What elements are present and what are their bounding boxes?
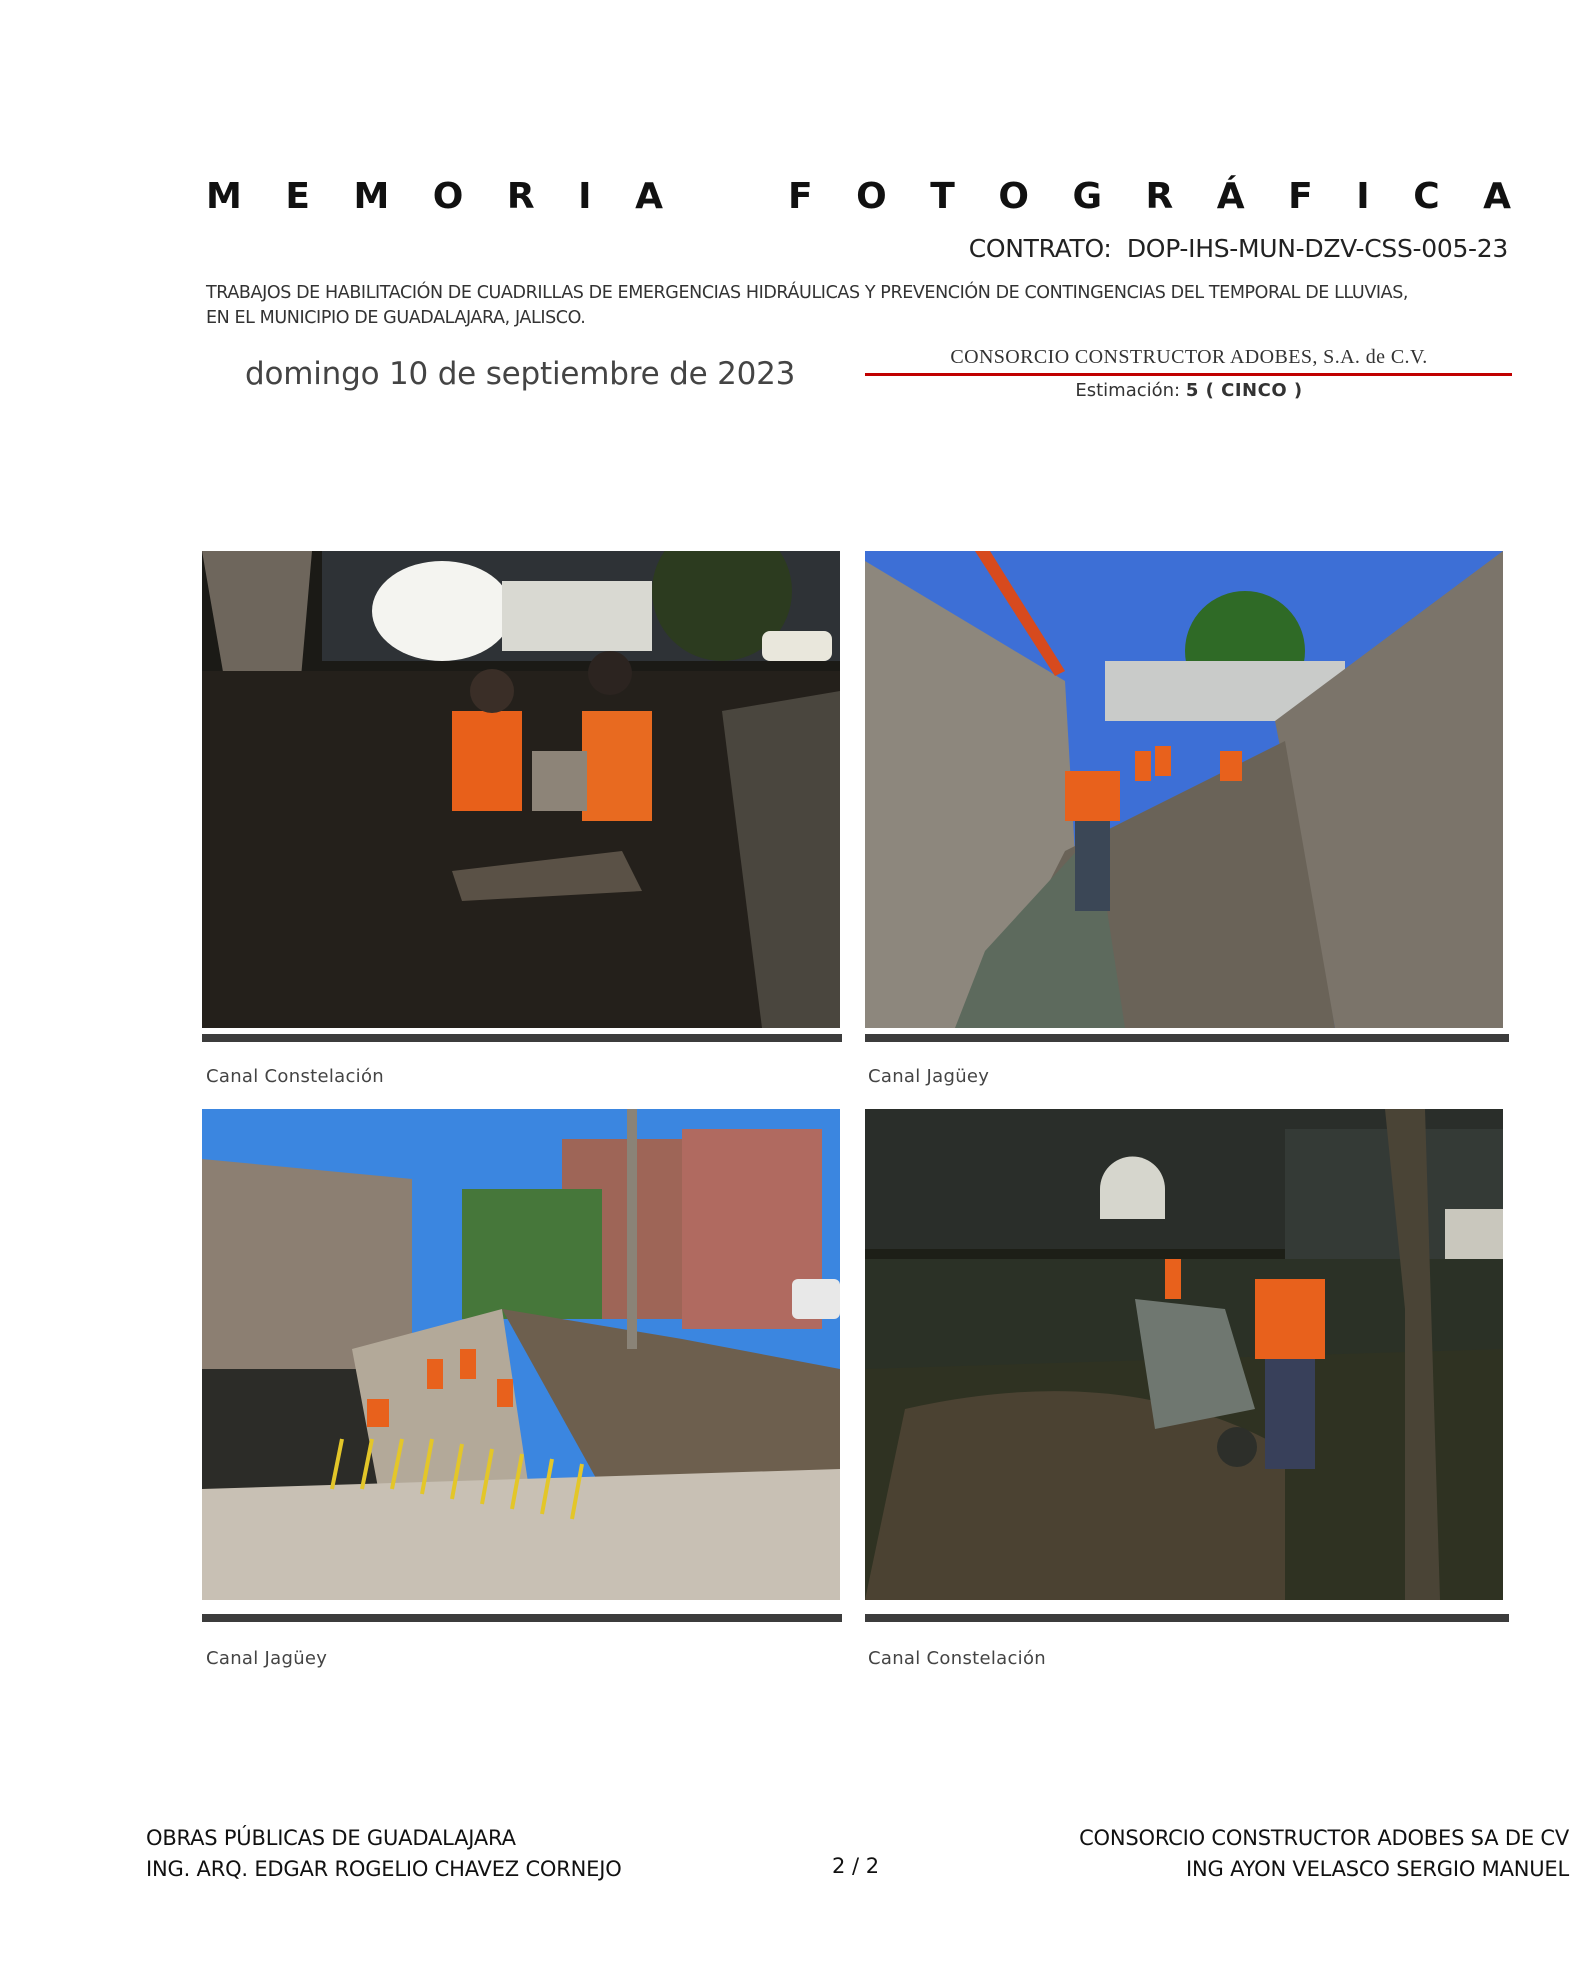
title-letter: A — [1483, 176, 1511, 217]
footer-right-line: CONSORCIO CONSTRUCTOR ADOBES SA DE CV — [1079, 1826, 1569, 1850]
title-letter: M — [353, 176, 390, 217]
title-letter: R — [506, 176, 535, 217]
photo-underline-bar — [202, 1034, 842, 1042]
photo-underline-bar — [865, 1034, 1509, 1042]
estimation-label: Estimación: — [1075, 380, 1181, 401]
title-letter: F — [1288, 176, 1313, 217]
photo-canal-constelacion-night — [202, 551, 840, 1028]
estimation-value: 5 ( CINCO ) — [1185, 380, 1303, 401]
description-line: TRABAJOS DE HABILITACIÓN DE CUADRILLAS DE EMERGENCIAS HIDRÁULICAS Y PREVENCIÓN DE CONTINGENCIAS DEL TEMPORAL DE LLUVIAS, — [206, 283, 1409, 303]
footer-left-signature — [146, 1823, 622, 1885]
page-number: 2 / 2 — [832, 1854, 880, 1878]
photo-underline-bar — [865, 1614, 1509, 1622]
title-space — [706, 176, 744, 217]
footer-left-line: ING. ARQ. EDGAR ROGELIO CHAVEZ CORNEJO — [146, 1857, 622, 1881]
estimation-line — [866, 380, 1512, 401]
title-letter: R — [1145, 176, 1174, 217]
photo-image — [865, 551, 1503, 1028]
photo-canal-jaguey-wide — [202, 1109, 840, 1600]
title-letter: C — [1413, 176, 1440, 217]
title-letter: M — [206, 176, 242, 217]
title-letter: I — [1356, 176, 1370, 217]
photo-image — [865, 1109, 1503, 1600]
title-letter: E — [285, 176, 310, 217]
title-letter: O — [856, 176, 887, 217]
photo-underline-bar — [202, 1614, 842, 1622]
photo-caption: Canal Jagüey — [206, 1648, 328, 1669]
project-description — [206, 281, 1510, 331]
page-title — [206, 176, 1511, 217]
contract-number: DOP-IHS-MUN-DZV-CSS-005-23 — [1126, 234, 1508, 263]
photo-canal-constelacion-wheelbarrow — [865, 1109, 1503, 1600]
footer-right-line: ING AYON VELASCO SERGIO MANUEL — [1186, 1857, 1569, 1881]
description-line: EN EL MUNICIPIO DE GUADALAJARA, JALISCO. — [206, 308, 586, 328]
footer-left-line: OBRAS PÚBLICAS DE GUADALAJARA — [146, 1826, 516, 1850]
photo-caption: Canal Jagüey — [868, 1066, 990, 1087]
title-letter: A — [635, 176, 663, 217]
photo-image — [202, 551, 840, 1028]
report-date: domingo 10 de septiembre de 2023 — [245, 356, 796, 392]
photo-canal-jaguey-day — [865, 551, 1503, 1028]
contract-label: CONTRATO: — [968, 234, 1112, 263]
photo-caption: Canal Constelación — [206, 1066, 385, 1087]
title-letter: O — [998, 176, 1029, 217]
red-divider — [865, 373, 1512, 376]
title-letter: I — [578, 176, 592, 217]
title-letter: Á — [1216, 176, 1245, 217]
company-name: CONSORCIO CONSTRUCTOR ADOBES, S.A. de C.V. — [950, 346, 1428, 368]
title-letter: G — [1072, 176, 1102, 217]
footer-right-signature — [1079, 1823, 1569, 1885]
title-letter: F — [788, 176, 813, 217]
contract-line — [969, 234, 1508, 263]
title-letter: O — [432, 176, 464, 217]
photo-image — [202, 1109, 840, 1600]
title-letter: T — [930, 176, 955, 217]
photo-caption: Canal Constelación — [868, 1648, 1047, 1669]
